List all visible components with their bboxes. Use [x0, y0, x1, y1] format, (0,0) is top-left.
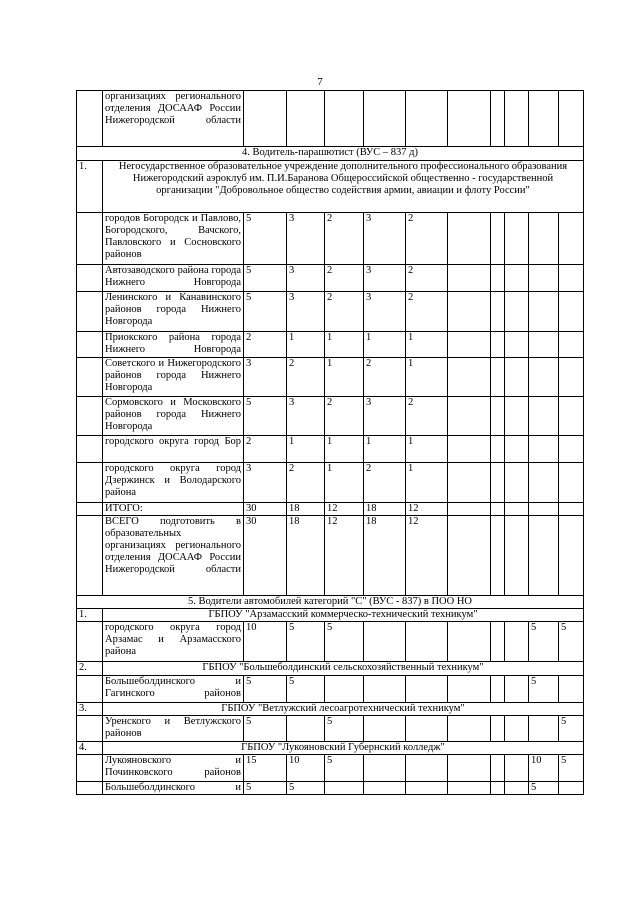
value-cell [406, 755, 448, 782]
value-cell [491, 755, 505, 782]
value-cell: 1 [287, 332, 325, 358]
territory-name: Сормовского и Московского районов города Нижнего Новгорода [103, 397, 244, 436]
value-cell [491, 332, 505, 358]
value-cell: 2 [406, 397, 448, 436]
table-row [77, 782, 584, 795]
value-cell [559, 782, 584, 795]
value-cell: 3 [364, 292, 406, 332]
value-cell: 1 [325, 436, 364, 463]
row-number [77, 213, 103, 265]
value-cell [448, 676, 491, 703]
value-cell: 12 [406, 503, 448, 516]
value-cell: 5 [244, 782, 287, 795]
value-cell [491, 516, 505, 596]
institution-row [77, 161, 584, 213]
value-cell [505, 436, 529, 463]
value-cell: 5 [244, 716, 287, 742]
value-cell [505, 622, 529, 662]
value-cell [448, 463, 491, 503]
value-cell: 2 [406, 213, 448, 265]
table-row [77, 358, 584, 397]
institution-name: ГБПОУ "Лукояновский Губернский колледж" [103, 742, 584, 755]
value-cell: 18 [287, 516, 325, 596]
value-cell [505, 516, 529, 596]
value-cell: 3 [244, 358, 287, 397]
value-cell: 18 [364, 516, 406, 596]
value-cell [364, 676, 406, 703]
value-cell [364, 622, 406, 662]
territory-name: Автозаводского района города Нижнего Новгорода [103, 265, 244, 292]
row-number [77, 716, 103, 742]
value-cell [559, 265, 584, 292]
value-cell: 5 [287, 622, 325, 662]
value-cell: 2 [325, 292, 364, 332]
value-cell: 5 [244, 265, 287, 292]
page-number: 7 [317, 76, 323, 88]
value-cell [559, 332, 584, 358]
value-cell [448, 213, 491, 265]
value-cell [244, 91, 287, 147]
value-cell [448, 516, 491, 596]
value-cell: 2 [364, 463, 406, 503]
value-cell [529, 716, 559, 742]
value-cell: 2 [244, 436, 287, 463]
value-cell [364, 755, 406, 782]
value-cell: 2 [287, 358, 325, 397]
value-cell: 3 [287, 292, 325, 332]
value-cell [505, 332, 529, 358]
section-title: 5. Водители автомобилей категорий "С" (ВУС - 837) в ПОО НО [77, 596, 584, 609]
value-cell: 5 [529, 676, 559, 703]
value-cell: 1 [406, 358, 448, 397]
row-number [77, 332, 103, 358]
value-cell: 3 [364, 265, 406, 292]
value-cell [491, 503, 505, 516]
value-cell: 10 [287, 755, 325, 782]
value-cell [559, 516, 584, 596]
value-cell: 5 [325, 755, 364, 782]
row-number: 2. [77, 662, 103, 676]
value-cell: 10 [529, 755, 559, 782]
value-cell [448, 782, 491, 795]
row-number [77, 463, 103, 503]
value-cell [448, 755, 491, 782]
table-row [77, 265, 584, 292]
value-cell [406, 676, 448, 703]
value-cell: 1 [364, 436, 406, 463]
row-number [77, 436, 103, 463]
value-cell [505, 755, 529, 782]
row-number: 1. [77, 161, 103, 213]
section-header-row [77, 147, 584, 161]
value-cell: 3 [287, 265, 325, 292]
value-cell [325, 91, 364, 147]
territory-name: ВСЕГО подготовить в образовательных организациях регионального отделения ДОСААФ России Нижегородской области [103, 516, 244, 596]
value-cell [529, 265, 559, 292]
value-cell: 2 [406, 265, 448, 292]
row-number [77, 91, 103, 147]
value-cell [491, 782, 505, 795]
value-cell: 1 [406, 332, 448, 358]
territory-name: Уренского и Ветлужского районов [103, 716, 244, 742]
value-cell: 2 [325, 265, 364, 292]
value-cell [529, 213, 559, 265]
value-cell: 2 [325, 213, 364, 265]
value-cell [448, 91, 491, 147]
institution-row [77, 742, 584, 755]
value-cell [505, 503, 529, 516]
table-row [77, 463, 584, 503]
institution-row [77, 662, 584, 676]
value-cell [448, 397, 491, 436]
value-cell: 1 [406, 463, 448, 503]
value-cell: 5 [244, 397, 287, 436]
training-plan-table [76, 90, 584, 795]
value-cell: 5 [559, 622, 584, 662]
territory-name: Большеболдинского и Гагинского районов [103, 676, 244, 703]
value-cell [364, 782, 406, 795]
value-cell: 5 [559, 716, 584, 742]
value-cell [529, 463, 559, 503]
table-row [77, 213, 584, 265]
value-cell: 1 [287, 436, 325, 463]
table-row [77, 436, 584, 463]
value-cell: 2 [406, 292, 448, 332]
value-cell [448, 436, 491, 463]
value-cell: 5 [287, 676, 325, 703]
value-cell [287, 716, 325, 742]
value-cell [559, 91, 584, 147]
institution-name: ГБПОУ "Ветлужский лесоагротехнический техникум" [103, 703, 584, 716]
value-cell [364, 716, 406, 742]
territory-name: Ленинского и Канавинского районов города Нижнего Новгорода [103, 292, 244, 332]
value-cell [505, 213, 529, 265]
value-cell: 3 [287, 213, 325, 265]
value-cell [505, 292, 529, 332]
value-cell [406, 622, 448, 662]
row-number: 1. [77, 609, 103, 622]
value-cell [559, 292, 584, 332]
value-cell [529, 503, 559, 516]
value-cell: 5 [325, 716, 364, 742]
value-cell: 5 [244, 292, 287, 332]
row-number: 3. [77, 703, 103, 716]
table-row [77, 503, 584, 516]
value-cell [559, 358, 584, 397]
value-cell [491, 676, 505, 703]
value-cell [491, 622, 505, 662]
value-cell [325, 676, 364, 703]
section-title: 4. Водитель-парашютист (ВУС – 837 д) [77, 147, 584, 161]
row-number [77, 503, 103, 516]
value-cell [287, 91, 325, 147]
territory-name: Большеболдинского и [103, 782, 244, 795]
value-cell [529, 436, 559, 463]
value-cell: 1 [325, 463, 364, 503]
row-number [77, 676, 103, 703]
value-cell [491, 91, 505, 147]
territory-name: городского округа город Дзержинск и Володарского района [103, 463, 244, 503]
value-cell [559, 676, 584, 703]
value-cell: 1 [325, 358, 364, 397]
value-cell: 1 [364, 332, 406, 358]
value-cell [529, 292, 559, 332]
value-cell: 2 [244, 332, 287, 358]
value-cell [325, 782, 364, 795]
value-cell [559, 213, 584, 265]
value-cell [448, 358, 491, 397]
row-number: 4. [77, 742, 103, 755]
institution-name: ГБПОУ "Большеболдинский сельскохозяйственный техникум" [103, 662, 584, 676]
value-cell: 3 [364, 213, 406, 265]
institution-name: ГБПОУ "Арзамасский коммерческо-технический техникум" [103, 609, 584, 622]
value-cell: 5 [244, 676, 287, 703]
row-number [77, 265, 103, 292]
value-cell [448, 332, 491, 358]
institution-name: Негосударственное образовательное учреждение дополнительного профессионального образования Нижегородский аэроклуб им. П.И.Баранова Общероссийской общественно - государственной организации "Добровольное общество содействия армии, авиации и флоту России" [103, 161, 584, 213]
value-cell [559, 397, 584, 436]
value-cell [448, 503, 491, 516]
value-cell [505, 716, 529, 742]
value-cell [491, 265, 505, 292]
row-number [77, 516, 103, 596]
value-cell [529, 332, 559, 358]
table-row [77, 622, 584, 662]
row-number [77, 358, 103, 397]
row-number [77, 397, 103, 436]
value-cell: 5 [325, 622, 364, 662]
table-row [77, 332, 584, 358]
value-cell [505, 358, 529, 397]
value-cell: 5 [529, 782, 559, 795]
value-cell: 5 [244, 213, 287, 265]
value-cell [529, 91, 559, 147]
value-cell [491, 463, 505, 503]
value-cell: 2 [364, 358, 406, 397]
territory-name: городского округа город Арзамас и Арзамасского района [103, 622, 244, 662]
section-header-row [77, 596, 584, 609]
table-row [77, 516, 584, 596]
value-cell [505, 782, 529, 795]
value-cell: 15 [244, 755, 287, 782]
value-cell: 3 [244, 463, 287, 503]
value-cell: 5 [287, 782, 325, 795]
value-cell [406, 716, 448, 742]
value-cell [505, 91, 529, 147]
value-cell [491, 213, 505, 265]
table-row [77, 292, 584, 332]
row-number [77, 622, 103, 662]
value-cell [559, 436, 584, 463]
table-row [77, 716, 584, 742]
territory-name: Приокского района города Нижнего Новгорода [103, 332, 244, 358]
table-row [77, 91, 584, 147]
value-cell [505, 676, 529, 703]
value-cell [406, 91, 448, 147]
table-row [77, 755, 584, 782]
value-cell: 3 [287, 397, 325, 436]
value-cell [491, 397, 505, 436]
territory-name: городов Богородск и Павлово, Богородского, Вачского, Павловского и Сосновского районов [103, 213, 244, 265]
territory-name: Лукояновского и Починковского районов [103, 755, 244, 782]
value-cell [529, 358, 559, 397]
table-row [77, 397, 584, 436]
value-cell: 10 [244, 622, 287, 662]
value-cell [491, 292, 505, 332]
value-cell [529, 516, 559, 596]
value-cell [559, 503, 584, 516]
institution-row [77, 703, 584, 716]
value-cell [505, 265, 529, 292]
value-cell [406, 782, 448, 795]
value-cell: 2 [325, 397, 364, 436]
value-cell: 5 [559, 755, 584, 782]
territory-name: городского округа город Бор [103, 436, 244, 463]
row-number [77, 782, 103, 795]
value-cell: 18 [287, 503, 325, 516]
value-cell [448, 292, 491, 332]
value-cell: 18 [364, 503, 406, 516]
value-cell: 30 [244, 503, 287, 516]
value-cell: 1 [406, 436, 448, 463]
value-cell: 3 [364, 397, 406, 436]
value-cell [448, 716, 491, 742]
row-number [77, 755, 103, 782]
territory-name: ИТОГО: [103, 503, 244, 516]
row-number [77, 292, 103, 332]
institution-row [77, 609, 584, 622]
value-cell: 5 [529, 622, 559, 662]
value-cell [491, 436, 505, 463]
value-cell [529, 397, 559, 436]
value-cell [448, 265, 491, 292]
value-cell [364, 91, 406, 147]
value-cell [505, 397, 529, 436]
value-cell [505, 463, 529, 503]
table-row [77, 676, 584, 703]
value-cell [448, 622, 491, 662]
value-cell: 12 [325, 516, 364, 596]
value-cell: 2 [287, 463, 325, 503]
territory-name: Советского и Нижегородского районов города Нижнего Новгорода [103, 358, 244, 397]
value-cell: 12 [406, 516, 448, 596]
value-cell: 30 [244, 516, 287, 596]
value-cell: 1 [325, 332, 364, 358]
territory-name: организациях регионального отделения ДОСААФ России Нижегородской области [103, 91, 244, 147]
value-cell: 12 [325, 503, 364, 516]
value-cell [491, 358, 505, 397]
value-cell [559, 463, 584, 503]
value-cell [491, 716, 505, 742]
